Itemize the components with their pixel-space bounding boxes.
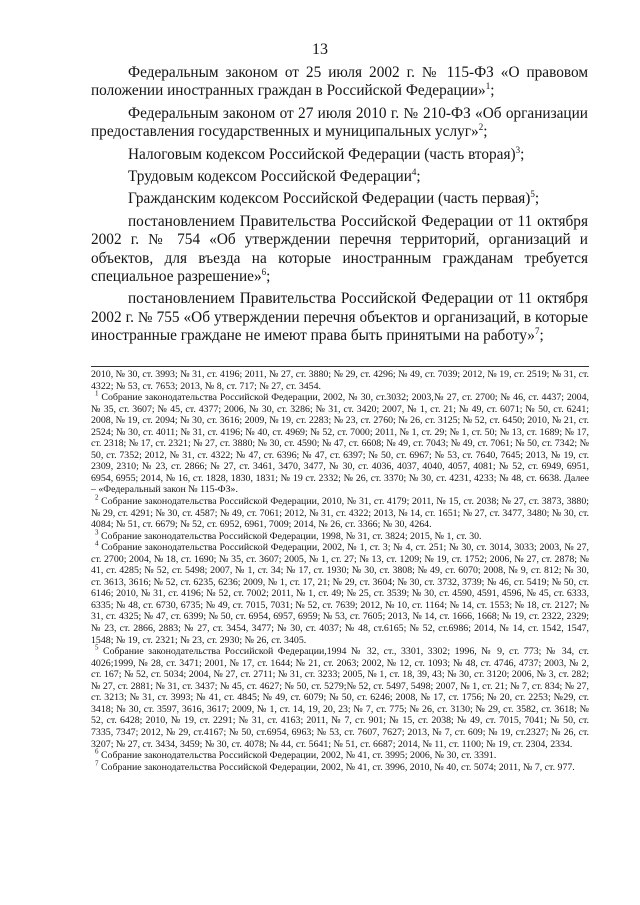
footnote-reference[interactable]: 3 <box>515 144 521 155</box>
footnote: $^4$ Собрание законодательства Российской Федерации, 2002, № 1, ст. 3; № 4, ст. 251; № 30, ст. 3014, 3033; 2003, № 27, ст. 2700; 2004, № 18, ст. 1690; № 35, ст. 3607; 2005, № 1, ст. 27; № 13, ст. 1209; № 19, ст. 1752; 2006, № 27, ст. 2878; № 41, ст. 4285; № 52, ст. 5498; 2007, № 1, ст. 34; № 17, ст. 1930; № 30, ст. 3808; № 49, ст. 6070; 2008, № 9, ст. 812; № 30, ст. 3613, 3616; № 52, ст. 6235, 6236; 2009, № 1, ст. 17, 21; № 29, ст. 3604; № 30, ст. 3732, 3739; № 46, ст. 5419; № 50, ст. 6146; 2010, № 31, ст. 4196; № 52, ст. 7002; 2011, № 1, ст. 49; № 25, ст. 3539; № 30, ст. 4590, 4591, 4596, № 45, ст. 6333, 6335; № 48, ст. 6730, 6735; № 49, ст. 7015, 7031; № 52, ст. 7639; 2012, № 10, ст. 1164; № 14, ст. 1553; № 18, ст. 2127; № 31, ст. 4325; № 47, ст. 6399; № 50, ст. 6954, 6957, 6959; № 53, ст. 7605; 2013, № 14, ст. 1666, 1668; № 19, ст. 2322, 2329; № 23, ст. 2866, 2883; № 27, ст. 3454, 3477; № 30, ст. 4037; № 48, ст.6165; № 52, ст.6986; 2014, № 14, ст. 1542, 1547, 1548; № 19, ст. 2321; № 23, ст. 2930; № 26, ст. 3405. <box>91 539 589 646</box>
footnote-reference[interactable]: 1 <box>485 81 491 92</box>
footnote: $^1$ Собрание законодательства Российской Федерации, 2002, № 30, ст.3032; 2003,№ 27, ст. 2700; № 46, ст. 4437; 2004, № 35, ст. 3607; № 45, ст. 4377; 2006, № 30, ст. 3286; № 31, ст. 3420; 2007, № 1, ст. 21; № 49, ст. 6071; № 50, ст. 6241; 2008, № 19, ст. 2094; № 30, ст. 3616; 2009, № 19, ст. 2283; № 23, ст. 2760; № 26, ст. 3125; № 52, ст. 6450; 2010, № 21, ст. 2524; № 30, ст. 4011; № 31, ст. 4196; № 40, ст. 4969; № 52, ст. 7000; 2011, № 1, ст. 29; № 1, ст. 50; № 13, ст. 1689; № 17, ст. 2318; № 17, ст. 2321; № 27, ст. 3880; № 30, ст. 4590; № 47, ст. 6608; № 49, ст. 7043; № 49, ст. 7061; № 50, ст. 7342; № 50, ст. 7352; 2012, № 31, ст. 4322; № 47, ст. 6396; № 47, ст. 6397; № 50, ст. 6967; № 53, ст. 7640, 7645; 2013, № 19, ст. 2309, 2310; № 23, ст. 2866; № 27, ст. 3461, 3470, 3477, № 30, ст. 4036, 4037, 4040, 4057, 4081; № 52, ст. 6949, 6951, 6954, 6955; 2014, № 16, ст. 1828, 1830, 1831; № 19 ст. 2332; № 26, ст. 3370; № 30, ст. 4231, 4233; № 48, ст. 6638. Далее – «Федеральный закон № 115-ФЗ». <box>91 389 589 496</box>
footnote-number: 3 <box>95 528 99 537</box>
footnote: $^5$ Собрание законодательства Российской Федерации,1994 № 32, ст., 3301, 3302; 1996, № 9, ст. 773; № 34, ст. 4026;1999, № 28, ст. 3471; 2001, № 17, ст. 1644; № 21, ст. 2063; 2002, № 12, ст. 1093; № 48, ст. 4746, 4737; 2003, № 2, ст. 167; № 52, ст. 5034; 2004, № 27, ст. 2711; № 31, ст. 3233; 2005, № 1, ст. 18, 39, 43; № 30, ст. 3120; 2006, № 3, ст. 282; № 27, ст. 2881; № 31, ст. 3437; № 45, ст. 4627; № 50, ст. 5279;№ 52, ст. 5497, 5498; 2007, № 1, ст. 21; № 7, ст. 834; № 27, ст. 3213; № 31, ст. 3993; № 41, ст. 4845; № 49, ст. 6079; № 50, ст. 6246; 2008, № 17, ст. 1756; № 20, ст. 2253; №29, ст. 3418; № 30, ст. 3597, 3616, 3617; 2009, № 1, ст. 14, 19, 20, 23; № 7, ст. 775; № 26, ст. 3130; № 29, ст. 3582, ст. 3618; № 52, ст. 6428; 2010, № 19, ст. 2291; № 31, ст. 4163; 2011, № 7, ст. 901; № 15, ст. 2038; № 49, ст. 7015, 7041; № 50, ст. 7335, 7347; 2012, № 29, ст.4167; № 50, ст.6954, 6963; № 53, ст. 7607, 7627; 2013, № 7, ст. 609; № 19, ст.2327; № 26, ст. 3207; № 27, ст. 3434, 3459; № 30, ст. 4078; № 44, ст. 5641; № 51, ст. 6687; 2014, № 11, ст. 1100; № 19, ст. 2304, 2334. <box>91 643 589 750</box>
paragraph: постановлением Правительства Российской Федерации от 11 октября 2002 г. № 754 «Об утверждении перечня территорий, организаций и объектов, для въезда на которые иностранным гражданам требуется специальное разрешение»$^6$; <box>91 212 588 286</box>
footnote-reference[interactable]: 7 <box>534 326 540 337</box>
footnote-number: 2 <box>95 493 99 502</box>
paragraph: Федеральным законом от 25 июля 2002 г. № 115-ФЗ «О правовом положении иностранных граждан в Российской Федерации»$^1$; <box>91 64 588 100</box>
footnote-reference[interactable]: 6 <box>261 266 267 277</box>
paragraph: Трудовым кодексом Российской Федерации$^4$; <box>128 166 421 186</box>
footnotes-section <box>91 369 589 773</box>
paragraph: постановлением Правительства Российской Федерации от 11 октября 2002 г. № 755 «Об утверждении перечня объектов и организаций, в которые иностранные граждане не имеют права быть принятыми на работу»$^7$; <box>91 290 588 345</box>
footnote-reference[interactable]: 4 <box>411 166 417 177</box>
footnote-separator <box>91 366 589 367</box>
footnote-number: 5 <box>95 643 99 652</box>
footnote-reference[interactable]: 2 <box>478 122 484 133</box>
footnote-number: 6 <box>95 747 99 756</box>
footnote-number: 4 <box>95 539 99 548</box>
footnote: $^2$ Собрание законодательства Российской Федерации, 2010, № 31, ст. 4179; 2011, № 15, ст. 2038; № 27, ст. 3873, 3880; № 29, ст. 4291; № 30, ст. 4587; № 49, ст. 7061; 2012, № 31, ст. 4322; 2013, № 14, ст. 1651; № 27, ст. 3477, 3480; № 30, ст. 4084; № 51, ст. 6679; № 52, ст. 6952, 6961, 7009; 2014, № 26, ст. 3366; № 30, 4264. <box>91 493 589 531</box>
paragraph: Гражданским кодексом Российской Федерации (часть первая)$^5$; <box>128 189 540 208</box>
footnote: $^6$ Собрание законодательства Российской Федерации, 2002, № 41, ст. 3995; 2006, № 30, ст. 3391. <box>95 747 497 762</box>
footnote-continuation: 2010, № 30, ст. 3993; № 31, ст. 4196; 2011, № 27, ст. 3880; № 29, ст. 4296; № 49, ст. 7039; 2012, № 19, ст. 2519; № 31, ст. 4322; № 53, ст. 7653; 2013, № 8, ст. 717; № 27, ст. 3454. <box>91 369 589 392</box>
footnote: $^3$ Собрание законодательства Российской Федерации, 1998, № 31, ст. 3824; 2015, № 1, ст. 30. <box>95 528 482 542</box>
main-text <box>91 64 588 346</box>
footnote-number: 7 <box>95 759 99 768</box>
footnote-number: 1 <box>95 389 99 398</box>
paragraph: Налоговым кодексом Российской Федерации (часть вторая)$^3$; <box>128 144 525 163</box>
paragraph: Федеральным законом от 27 июля 2010 г. № 210-ФЗ «Об организации предоставления государственных и муниципальных услуг»$^2$; <box>91 104 588 141</box>
page-number: 13 <box>312 41 328 58</box>
footnote-reference[interactable]: 5 <box>530 189 535 200</box>
footnote: $^7$ Собрание законодательства Российской Федерации, 2002, № 41, ст. 3996, 2010, № 40, ст. 5074; 2011, № 7, ст. 977. <box>95 759 575 773</box>
